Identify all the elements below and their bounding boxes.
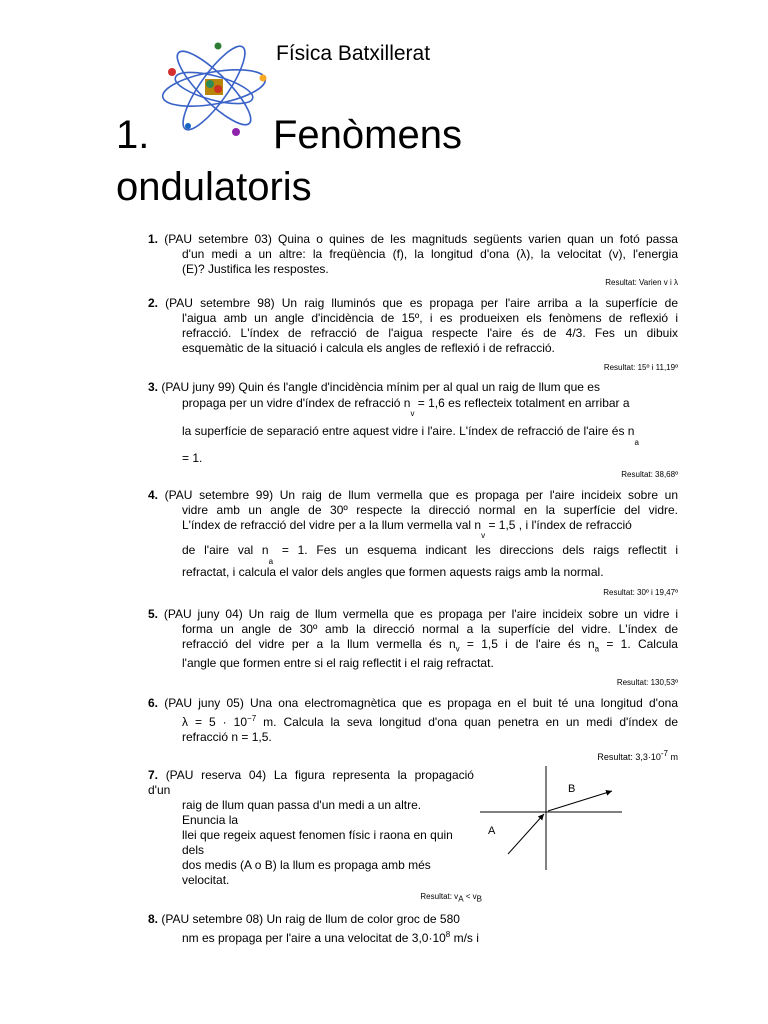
problem-3-result: Resultat: 38,68º (621, 470, 678, 479)
chapter-number: 1. (116, 113, 150, 157)
problem-text: dels (182, 843, 205, 857)
problem-text: d'un (148, 783, 171, 797)
problem-7 (148, 768, 474, 888)
problem-text: d'un medi a un altre: la freqüència (f), la longitud d'ona (λ), la velocitat (v), l'energia (182, 247, 678, 261)
subscript: a (634, 437, 639, 447)
incident-ray (508, 814, 544, 854)
subscript: A (458, 894, 464, 904)
problem-1 (148, 232, 678, 277)
problem-text: esquemàtic de la situació i calcula els angles de reflexió i de refracció. (182, 341, 555, 355)
subject-heading: Física Batxillerat (276, 42, 431, 65)
subscript: B (476, 894, 482, 904)
problem-text: nm es propaga per l'aire a una velocitat de 3,0·10 (182, 931, 446, 945)
problem-number: 3. (148, 380, 159, 394)
subscript: v (410, 409, 415, 419)
problem-text: (PAU setembre 98) Un raig lluminós que es propaga per l'aire arriba a la superfície de (165, 296, 678, 310)
problem-text: l'angle que formen entre si el raig reflectit i el raig refractat. (182, 656, 494, 671)
problem-text: llei que regeix aquest fenomen físic i raona en quin (182, 828, 453, 842)
problem-number: 8. (148, 912, 159, 926)
problem-text: m/s i (450, 931, 479, 945)
refraction-figure (480, 766, 622, 870)
problem-text: = 1. (182, 450, 203, 465)
problem-text: (PAU juny 99) Quin és l'angle d'incidència mínim per al qual un raig de llum que es (161, 380, 600, 394)
problem-number: 7. (148, 768, 159, 782)
problem-text: la superfície de separació entre aquest vidre i l'aire. L'índex de refracció de l'aire és n (182, 424, 635, 439)
problem-4 (148, 488, 678, 580)
problem-6-result (597, 749, 678, 762)
problem-number: 4. (148, 488, 159, 502)
problem-text: λ = 5 · 10 (182, 715, 248, 729)
problem-text: (PAU setembre 03) Quina o quines de les magnituds següents varien quan un fotó passa (164, 232, 678, 246)
refracted-ray (548, 791, 612, 811)
problem-8 (148, 912, 508, 946)
subscript: v (481, 531, 486, 541)
problem-7-result (420, 892, 482, 904)
problem-text: forma un angle de 30º amb la direcció normal a la superfície del vidre. L'índex de (182, 622, 678, 636)
problem-text: (PAU reserva 04) La figura representa la propagació (165, 768, 474, 782)
problem-5 (148, 607, 678, 671)
problem-number: 2. (148, 296, 159, 310)
problem-text: m. Calcula la seva longitud d'ona quan penetra en un medi d'índex de (256, 715, 678, 729)
problem-text: velocitat. (182, 873, 230, 887)
problem-text: = 1,5 i de l'aire és n (459, 637, 595, 651)
chapter-title-word1: Fenòmens (273, 113, 462, 157)
problem-6 (148, 696, 678, 745)
problem-text: refracció del vidre per a la llum vermella és n (182, 637, 456, 651)
medium-b-label: B (568, 783, 576, 795)
problem-text: (PAU setembre 99) Un raig de llum vermella que es propaga per l'aire incideix sobre un (164, 488, 678, 502)
problem-3 (148, 380, 678, 466)
problem-4-result: Resultat: 30º i 19,47º (603, 588, 678, 597)
problem-text: = 1,6 es reflecteix totalment en arribar a (417, 396, 630, 410)
problem-text: de l'aire val n (182, 543, 269, 558)
problem-text: (PAU juny 05) Una ona electromagnètica que es propaga en el buit té una longitud d'ona (164, 696, 678, 710)
problem-text: Enuncia la (182, 813, 239, 827)
problem-text: refracció. L'índex de refracció de l'aigua respecte l'aire és de 4/3. Fes un dibuix (182, 326, 678, 340)
result-text: < v (463, 892, 477, 901)
medium-a-label: A (488, 825, 496, 837)
problem-text: = 1,5 , i l'índex de refracció (488, 518, 632, 532)
problem-text: refractat, i calcula el valor dels angles que formen aquests raigs amb la normal. (182, 564, 604, 579)
problem-text: (PAU setembre 08) Un raig de llum de color groc de 580 (161, 912, 460, 926)
problem-text: dos medis (A o B) la llum es propaga amb més (182, 858, 431, 872)
superscript: -7 (660, 749, 668, 758)
problem-text: refracció n = 1,5. (182, 730, 272, 744)
problem-5-result: Resultat: 130,53º (616, 678, 678, 687)
subscript: a (594, 644, 600, 654)
result-text: Resultat: 3,3·10 (597, 752, 661, 762)
problem-text: (E)? Justifica les respostes. (182, 262, 329, 276)
problem-2 (148, 296, 678, 356)
problem-text: propaga per un vidre d'índex de refracció n (182, 396, 411, 410)
problem-number: 6. (148, 696, 159, 710)
problem-text: = 1. Fes un esquema indicant les direccions dels raigs reflectit i (281, 543, 678, 558)
problem-number: 5. (148, 607, 159, 621)
problem-number: 1. (148, 232, 159, 246)
result-text: m (668, 752, 678, 762)
problem-text: = 1. Calcula (599, 637, 678, 651)
problem-2-result: Resultat: 15º i 11,19º (603, 363, 678, 372)
superscript: 8 (445, 930, 451, 939)
problem-1-result: Resultat: Varien v i λ (605, 278, 678, 287)
subscript: a (268, 556, 274, 566)
problem-text: l'aigua amb un angle d'incidència de 15º, i es produeixen els fenòmens de reflexió i (182, 311, 678, 325)
problem-text: L'índex de refracció del vidre per a la llum vermella val n (182, 518, 482, 532)
subscript: v (455, 644, 460, 654)
superscript: −7 (247, 714, 257, 723)
chapter-title-line2: ondulatoris (116, 165, 312, 209)
result-text: Resultat: v (420, 892, 459, 901)
chapter-title (116, 112, 462, 158)
problem-text: vidre amb un angle de 30º respecte la direcció normal en la superfície del vidre. (182, 503, 678, 517)
problem-text: (PAU juny 04) Un raig de llum vermella que es propaga per l'aire incideix sobre un vidre i (163, 607, 678, 621)
problem-text: raig de llum quan passa d'un medi a un altre. (182, 798, 422, 812)
